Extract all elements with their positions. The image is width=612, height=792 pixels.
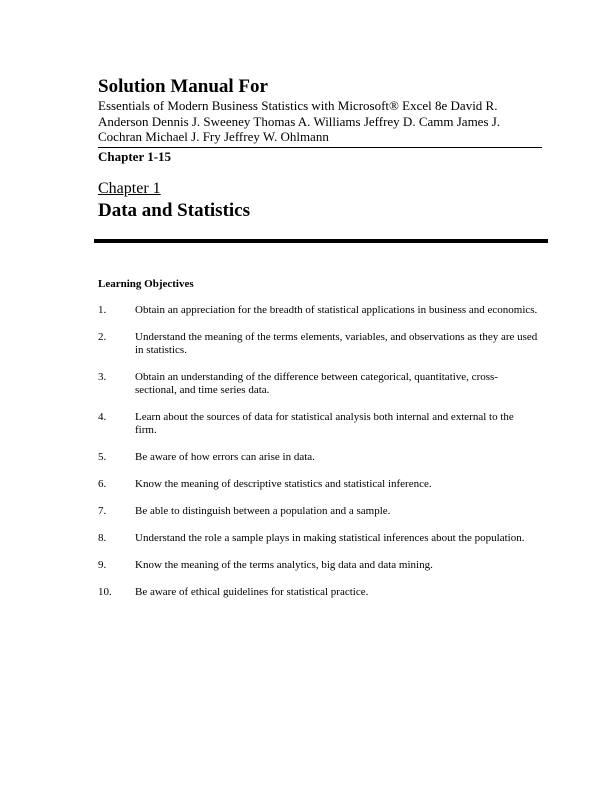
objective-text: Be aware of ethical guidelines for statistical practice. xyxy=(135,586,369,598)
header-divider xyxy=(98,147,542,148)
objective-item xyxy=(98,304,538,317)
objective-number: 9. xyxy=(98,559,107,571)
learning-objectives-heading: Learning Objectives xyxy=(98,278,194,290)
objective-number: 5. xyxy=(98,451,107,463)
objective-text: Know the meaning of descriptive statistics and statistical inference. xyxy=(135,478,432,490)
objective-number: 1. xyxy=(98,304,107,316)
objective-item xyxy=(98,371,538,397)
objective-text: Understand the role a sample plays in making statistical inferences about the population. xyxy=(135,532,525,544)
chapter-divider xyxy=(94,239,548,243)
objective-text: Be able to distinguish between a population and a sample. xyxy=(135,505,391,517)
document-header xyxy=(98,76,542,145)
objective-item xyxy=(98,586,538,599)
chapter-label: Chapter 1 xyxy=(98,180,161,197)
objective-number: 7. xyxy=(98,505,107,517)
objective-number: 4. xyxy=(98,411,107,423)
objective-item xyxy=(98,331,538,357)
objective-item xyxy=(98,411,538,437)
objective-item xyxy=(98,478,538,491)
objective-item xyxy=(98,451,538,464)
objective-text: Obtain an appreciation for the breadth of statistical applications in business and economics. xyxy=(135,304,538,316)
objective-item xyxy=(98,532,538,545)
objective-number: 3. xyxy=(98,371,107,383)
chapter-title: Data and Statistics xyxy=(98,200,251,221)
objective-number: 8. xyxy=(98,532,107,544)
objective-text: Know the meaning of the terms analytics, big data and data mining. xyxy=(135,559,433,571)
objective-number: 10. xyxy=(98,586,112,598)
objective-text: Understand the meaning of the terms elements, variables, and observations as they are used in statistics. xyxy=(135,331,538,356)
objective-text: Learn about the sources of data for statistical analysis both internal and external to the firm. xyxy=(135,411,514,436)
learning-objectives-list xyxy=(98,304,538,613)
chapter-range: Chapter 1-15 xyxy=(98,149,172,164)
objective-item xyxy=(98,505,538,518)
objective-number: 6. xyxy=(98,478,107,490)
objective-text: Be aware of how errors can arise in data. xyxy=(135,451,315,463)
document-title: Solution Manual For xyxy=(98,76,268,97)
book-description: Essentials of Modern Business Statistics with Microsoft® Excel 8e David R. Anderson Dennis J. Sweeney Thomas A. Williams Jeffrey D. Camm James J. Cochran Michael J. Fry Jeffrey W. Ohlmann xyxy=(98,98,501,144)
objective-number: 2. xyxy=(98,331,107,343)
objective-item xyxy=(98,559,538,572)
objective-text: Obtain an understanding of the difference between categorical, quantitative, cross-sectional, and time series data. xyxy=(135,371,498,396)
